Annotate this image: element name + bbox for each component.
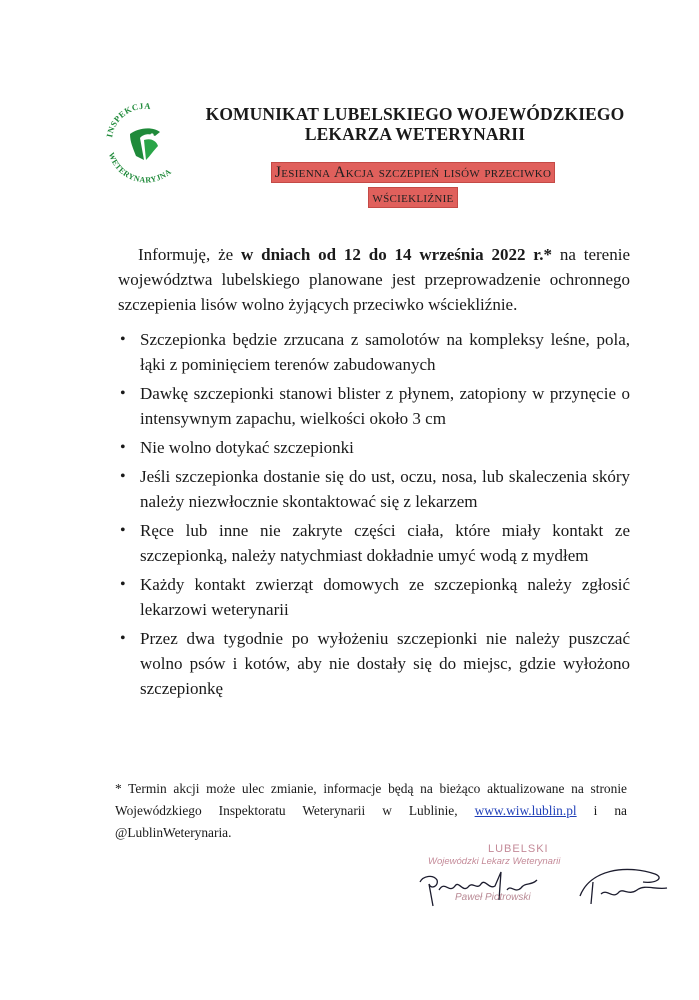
intro-paragraph (118, 242, 630, 317)
intro-date-bold: w dniach od 12 do 14 września 2022 r.* (241, 245, 553, 264)
handwritten-signature (415, 860, 675, 910)
website-link[interactable]: www.wiw.lublin.pl (474, 803, 577, 819)
inspection-logo (100, 98, 190, 190)
stamp-line-3: Paweł Piotrowski (455, 892, 531, 903)
document-title (205, 104, 625, 144)
subtitle-line-1: Jesienna Akcja szczepień lisów przeciwko (274, 164, 552, 181)
stamp-line-2: Wojewódzki Lekarz Weterynarii (428, 856, 561, 867)
stamp-line-1: LUBELSKI (488, 843, 549, 855)
intro-text-before: Informuję, że (138, 245, 242, 264)
highlighted-subtitle (208, 160, 618, 210)
list-item: • Jeśli szczepionka dostanie się do ust, oczu, nosa, lub skaleczenia skóry należy niezwłocznie skontaktować się z lekarzem (118, 464, 630, 514)
list-item: • Nie wolno dotykać szczepionki (118, 435, 630, 460)
list-item: • Każdy kontakt zwierząt domowych ze szczepionką należy zgłosić lekarzowi weterynarii (118, 572, 630, 622)
list-item: • Dawkę szczepionki stanowi blister z płynem, zatopiony w przynęcie o intensywnym zapachu, wielkości około 3 cm (118, 381, 630, 431)
subtitle-text (271, 162, 556, 208)
footnote (115, 778, 627, 844)
title-line-1: KOMUNIKAT LUBELSKIEGO WOJEWÓDZKIEGO (205, 104, 625, 124)
veterinary-inspection-emblem-icon (100, 98, 190, 190)
footnote-text-before: * Termin akcji może ulec zmianie, informacje będą na bieżąco aktualizowane na stronie Wojewódzkiego Inspektoratu Weterynarii w Lublinie, (115, 781, 627, 819)
intro-text-after: na terenie województwa lubelskiego planowane jest przeprowadzenie ochronnego szczepienia lisów wolno żyjących przeciwko wściekliźnie. (118, 245, 630, 314)
title-line-2: LEKARZA WETERYNARII (304, 124, 526, 144)
list-item: • Przez dwa tygodnie po wyłożeniu szczepionki nie należy puszczać wolno psów i kotów, aby nie dostały się do miejsc, gdzie wyłożono szczepionkę (118, 626, 630, 701)
subtitle-line-2: wściekliźnie (372, 189, 454, 206)
list-item: • Szczepionka będzie zrzucana z samolotów na kompleksy leśne, pola, łąki z pominięciem terenów zabudowanych (118, 327, 630, 377)
logo-text-top: INSPEKCJA (104, 100, 152, 139)
instructions-list (118, 327, 630, 705)
logo-text-bottom: WETERYNARYJNA (106, 151, 174, 185)
list-item: • Ręce lub inne nie zakryte części ciała, które miały kontakt ze szczepionką, należy natychmiast dokładnie umyć wodą z mydłem (118, 518, 630, 568)
footnote-text-after: i na @LublinWeterynaria. (115, 803, 627, 841)
